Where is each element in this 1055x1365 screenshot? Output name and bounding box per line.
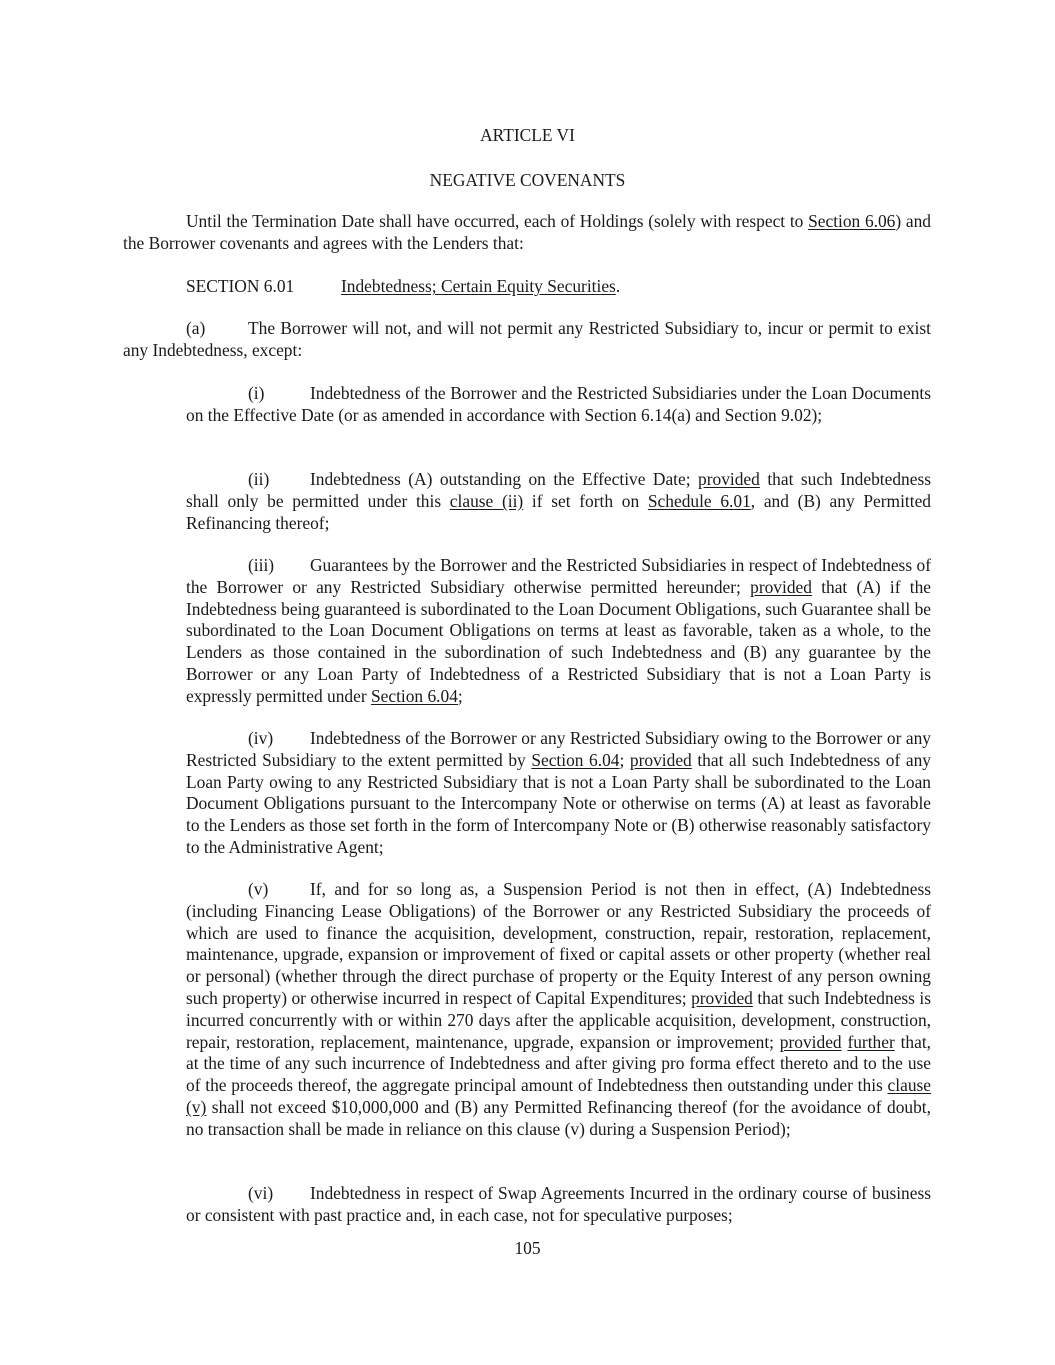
intro-paragraph: Until the Termination Date shall have occurred, each of Holdings (solely with respect to Section 6.06) and the Borrower covenants and agrees with the Lenders that: bbox=[123, 211, 931, 253]
clause-ii-label: (ii) bbox=[248, 469, 270, 489]
page-number: 105 bbox=[514, 1238, 541, 1258]
section-reference: Section 6.06 bbox=[808, 211, 896, 231]
clause-v-label: (v) bbox=[248, 879, 269, 899]
paragraph-a: (a) The Borrower will not, and will not permit any Restricted Subsidiary to, incur or permit to exist any Indebtedness, except: bbox=[123, 318, 931, 360]
article-title: NEGATIVE COVENANTS bbox=[429, 170, 626, 190]
clause-iii: (iii) Guarantees by the Borrower and the Restricted Subsidiaries in respect of Indebtedness of the Borrower or any Restricted Subsidiary otherwise permitted hereunder; provided that (A) if the Indebtedness being guaranteed is subordinated to the Loan Document Obligations, such Guarantee shall be subordinated to the Loan Document Obligations on terms at least as favorable, taken as a whole, to the Lenders as those contained in the subordination of such Indebtedness and (B) any guarantee by the Borrower or any Loan Party of Indebtedness of a Restricted Subsidiary that is not a Loan Party is expressly permitted under Section 6.04; bbox=[186, 555, 931, 706]
clause-vi: (vi) Indebtedness in respect of Swap Agreements Incurred in the ordinary course of business or consistent with past practice and, in each case, not for speculative purposes; bbox=[186, 1183, 931, 1225]
section-heading: SECTION 6.01 Indebtedness; Certain Equity Securities. bbox=[186, 276, 621, 296]
clause-v: (v) If, and for so long as, a Suspension Period is not then in effect, (A) Indebtedness (including Financing Lease Obligations) of the Borrower or any Restricted Subsidiary the proceeds of which are used to finance the acquisition, development, construction, repair, restoration, replacement, maintenance, upgrade, expansion or improvement of fixed or capital assets or other property (whether real or personal) (whether through the direct purchase of property or the Equity Interest of any person owning such property) or otherwise incurred in respect of Capital Expenditures; provided that such Indebtedness is incurred concurrently with or within 270 days after the applicable acquisition, development, construction, repair, restoration, replacement, maintenance, upgrade, expansion or improvement; provided further that, at the time of any such incurrence of Indebtedness and after giving pro forma effect thereto and to the use of the proceeds thereof, the aggregate principal amount of Indebtedness then outstanding under this clause (v) shall not exceed $10,000,000 and (B) any Permitted Refinancing thereof (for the avoidance of doubt, no transaction shall be made in reliance on this clause (v) during a Suspension Period); bbox=[186, 879, 931, 1139]
clause-vi-label: (vi) bbox=[248, 1183, 274, 1203]
paragraph-a-label: (a) bbox=[186, 318, 206, 338]
clause-iv-label: (iv) bbox=[248, 728, 274, 748]
clause-ii: (ii) Indebtedness (A) outstanding on the Effective Date; provided that such Indebtedness shall only be permitted under this clause (ii) if set forth on Schedule 6.01, and (B) any Permitted Refinancing thereof; bbox=[186, 469, 931, 533]
clause-i: (i) Indebtedness of the Borrower and the Restricted Subsidiaries under the Loan Documents on the Effective Date (or as amended in accordance with Section 6.14(a) and Section 9.02); bbox=[186, 383, 931, 425]
clause-iii-label: (iii) bbox=[248, 555, 275, 575]
article-number: ARTICLE VI bbox=[480, 125, 575, 145]
clause-iv: (iv) Indebtedness of the Borrower or any Restricted Subsidiary owing to the Borrower or any Restricted Subsidiary to the extent permitted by Section 6.04; provided that all such Indebtedness of any Loan Party owing to any Restricted Subsidiary that is not a Loan Party shall be subordinated to the Loan Document Obligations pursuant to the Intercompany Note or otherwise on terms (A) at least as favorable to the Lenders as those set forth in the form of Intercompany Note or (B) otherwise reasonably satisfactory to the Administrative Agent; bbox=[186, 728, 931, 857]
section-number: SECTION 6.01 bbox=[186, 276, 295, 296]
section-title: Indebtedness; Certain Equity Securities bbox=[341, 276, 616, 296]
clause-i-label: (i) bbox=[248, 383, 265, 403]
